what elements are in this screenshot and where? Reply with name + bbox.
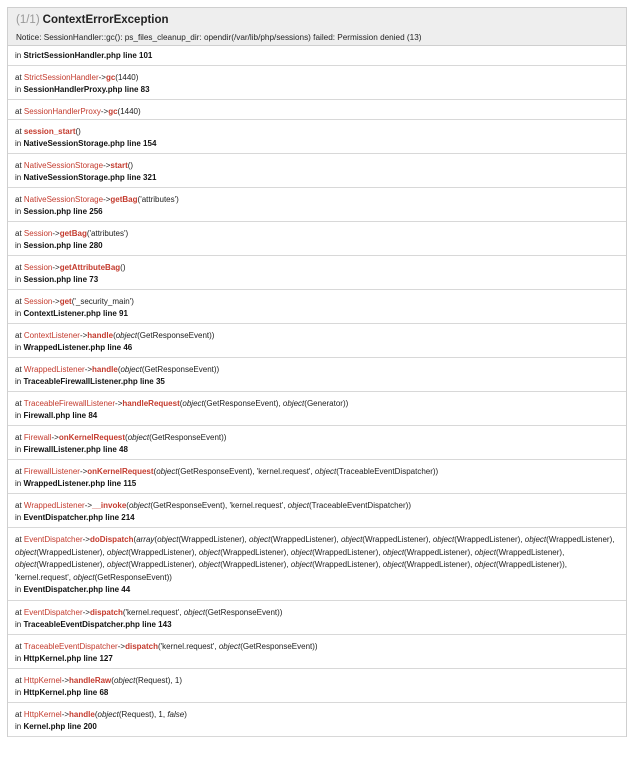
exception-panel xyxy=(7,7,627,737)
stack-frame xyxy=(8,120,626,154)
file-name[interactable]: WrappedListener.php line 115 xyxy=(23,479,137,488)
stack-frame xyxy=(8,358,626,392)
function-name[interactable]: get xyxy=(59,297,72,306)
frame-call xyxy=(15,398,619,410)
frame-location xyxy=(15,687,619,699)
frame-location xyxy=(15,172,619,184)
exception-header xyxy=(8,8,626,46)
file-name[interactable]: EventDispatcher.php line 44 xyxy=(23,585,131,595)
arrow-operator: -> xyxy=(52,297,60,306)
at-label: at xyxy=(15,535,24,544)
frame-location xyxy=(15,478,619,490)
class-name[interactable]: WrappedListener xyxy=(23,365,85,374)
stack-frame xyxy=(8,669,626,703)
function-name[interactable]: handle xyxy=(69,710,95,719)
function-args: (object(Request), 1, false) xyxy=(94,710,187,719)
in-label: in xyxy=(15,722,24,731)
stack-frame xyxy=(8,324,626,358)
in-label: in xyxy=(15,377,24,386)
stack-frame xyxy=(8,46,626,66)
in-label: in xyxy=(15,654,24,663)
in-label: in xyxy=(15,275,24,284)
at-label: at xyxy=(15,608,24,617)
function-name[interactable]: onKernelRequest xyxy=(58,433,126,442)
function-args: (1440) xyxy=(117,107,141,116)
file-name[interactable]: Firewall.php line 84 xyxy=(23,411,98,420)
at-label: at xyxy=(15,297,24,306)
frame-location xyxy=(15,240,619,252)
stack-frame xyxy=(8,635,626,669)
function-name[interactable]: __invoke xyxy=(92,501,127,510)
arrow-operator: -> xyxy=(61,676,70,685)
in-label: in xyxy=(15,241,24,250)
file-name[interactable]: TraceableEventDispatcher.php line 143 xyxy=(23,620,172,629)
function-name[interactable]: handleRaw xyxy=(69,676,112,685)
file-name[interactable]: WrappedListener.php line 46 xyxy=(23,343,133,352)
function-name[interactable]: getAttributeBag xyxy=(59,263,121,272)
frame-location xyxy=(15,410,619,422)
class-name[interactable]: WrappedListener xyxy=(23,501,85,510)
at-label: at xyxy=(15,399,24,408)
arrow-operator: -> xyxy=(82,535,90,544)
frame-location xyxy=(15,50,619,62)
frame-location xyxy=(15,619,619,631)
stack-frame xyxy=(8,460,626,494)
frame-location xyxy=(15,308,619,320)
stack-trace xyxy=(8,46,626,737)
in-label: in xyxy=(15,139,24,148)
at-label: at xyxy=(15,676,24,685)
function-args: ('kernel.request', object(GetResponseEvent)) xyxy=(122,608,283,617)
stack-frame xyxy=(8,426,626,460)
class-name[interactable]: NativeSessionStorage xyxy=(23,161,104,170)
function-args: ('_security_main') xyxy=(71,297,134,306)
function-args: (1440) xyxy=(115,73,139,82)
frame-call xyxy=(15,72,619,84)
arrow-operator: -> xyxy=(115,399,123,408)
class-name[interactable]: FirewallListener xyxy=(23,467,80,476)
file-name[interactable]: TraceableFirewallListener.php line 35 xyxy=(23,377,165,386)
at-label: at xyxy=(15,467,24,476)
arrow-operator: -> xyxy=(52,263,60,272)
at-label: at xyxy=(15,365,24,374)
arrow-operator: -> xyxy=(84,365,93,374)
function-name[interactable]: gc xyxy=(108,107,118,116)
arrow-operator: -> xyxy=(61,710,70,719)
frame-call xyxy=(15,262,619,274)
function-name[interactable]: gc xyxy=(105,73,116,82)
class-name[interactable]: EventDispatcher xyxy=(23,608,83,617)
arrow-operator: -> xyxy=(98,73,106,82)
arrow-operator: -> xyxy=(82,608,90,617)
frame-call xyxy=(15,364,619,376)
frame-call xyxy=(15,228,619,240)
frame-call xyxy=(15,160,619,172)
stack-frame xyxy=(8,392,626,426)
function-name[interactable]: getBag xyxy=(59,229,87,238)
frame-call xyxy=(15,675,619,687)
frame-call xyxy=(15,466,619,478)
in-label: in xyxy=(15,309,24,318)
arrow-operator: -> xyxy=(103,161,111,170)
at-label: at xyxy=(15,107,24,116)
frame-location xyxy=(15,206,619,218)
file-name[interactable]: Session.php line 256 xyxy=(23,207,103,216)
function-args: (object(GetResponseEvent)) xyxy=(125,433,227,442)
function-args: ('kernel.request', object(GetResponseEvent)) xyxy=(157,642,318,651)
function-name[interactable]: start xyxy=(110,161,128,170)
file-name[interactable]: Session.php line 73 xyxy=(23,275,99,284)
frame-call xyxy=(15,641,619,653)
file-name[interactable]: FirewallListener.php line 48 xyxy=(23,445,128,454)
function-name[interactable]: getBag xyxy=(110,195,138,204)
at-label: at xyxy=(15,195,24,204)
file-name[interactable]: ContextListener.php line 91 xyxy=(23,309,128,318)
at-label: at xyxy=(15,161,24,170)
function-args: (object(GetResponseEvent), object(Generator)) xyxy=(179,399,349,408)
at-label: at xyxy=(15,229,24,238)
function-name[interactable]: handle xyxy=(87,331,114,340)
frame-location xyxy=(15,342,619,354)
class-name[interactable]: TraceableEventDispatcher xyxy=(23,642,118,651)
in-label: in xyxy=(15,51,24,60)
stack-frame xyxy=(8,222,626,256)
file-name[interactable]: HttpKernel.php line 68 xyxy=(23,688,109,697)
frame-call xyxy=(15,607,619,619)
class-name[interactable]: HttpKernel xyxy=(23,676,62,685)
class-name[interactable]: Firewall xyxy=(23,433,52,442)
function-name[interactable]: session_start xyxy=(23,127,76,136)
at-label: at xyxy=(15,331,24,340)
in-label: in xyxy=(15,343,24,352)
function-args: (array(object(WrappedListener), object(WrappedListener), object(WrappedListener), object(WrappedListener), object(WrappedListener), object(WrappedListener), object(WrappedListener), object(WrappedListener), object(WrappedListener), object(WrappedListener), object(WrappedListener), object(WrappedListener), object(WrappedListener), object(WrappedListener), object(WrappedListener), object(WrappedListener), object(WrappedListener)), 'kernel.request', object(GetResponseEvent)) xyxy=(15,535,615,582)
frame-location xyxy=(15,138,619,150)
stack-frame xyxy=(8,494,626,528)
stack-frame xyxy=(8,66,626,100)
file-name[interactable]: Session.php line 280 xyxy=(23,241,103,250)
in-label: in xyxy=(15,620,24,629)
frame-location xyxy=(15,653,619,665)
function-args: (object(GetResponseEvent)) xyxy=(113,331,215,340)
in-label: in xyxy=(15,207,24,216)
stack-frame xyxy=(8,601,626,635)
function-name[interactable]: onKernelRequest xyxy=(87,467,154,476)
function-args: () xyxy=(127,161,134,170)
function-args: () xyxy=(120,263,126,272)
class-name[interactable]: Session xyxy=(23,263,53,272)
file-name[interactable]: HttpKernel.php line 127 xyxy=(23,654,113,663)
frame-call xyxy=(15,534,619,584)
arrow-operator: -> xyxy=(79,331,88,340)
file-name[interactable]: NativeSessionStorage.php line 154 xyxy=(23,139,157,148)
frame-call xyxy=(15,296,619,308)
frame-call xyxy=(15,106,619,118)
stack-frame xyxy=(8,256,626,290)
arrow-operator: -> xyxy=(79,467,88,476)
class-name[interactable]: SessionHandlerProxy xyxy=(23,107,101,116)
at-label: at xyxy=(15,433,24,442)
frame-call xyxy=(15,500,619,512)
in-label: in xyxy=(15,445,24,454)
function-args: (object(GetResponseEvent)) xyxy=(117,365,220,374)
stack-frame xyxy=(8,703,626,737)
frame-location xyxy=(15,376,619,388)
function-name[interactable]: dispatch xyxy=(125,642,158,651)
file-name[interactable]: StrictSessionHandler.php line 101 xyxy=(23,51,153,60)
stack-frame xyxy=(8,100,626,120)
function-args: (object(GetResponseEvent), 'kernel.request', object(TraceableEventDispatcher)) xyxy=(126,501,411,510)
arrow-operator: -> xyxy=(100,107,109,116)
in-label: in xyxy=(15,513,24,522)
exception-title xyxy=(16,13,618,27)
arrow-operator: -> xyxy=(84,501,93,510)
frame-location xyxy=(15,584,619,596)
at-label: at xyxy=(15,127,24,136)
in-label: in xyxy=(15,411,24,420)
file-name[interactable]: Kernel.php line 200 xyxy=(23,722,97,731)
at-label: at xyxy=(15,73,24,82)
function-args: (object(Request), 1) xyxy=(111,676,182,685)
at-label: at xyxy=(15,501,24,510)
arrow-operator: -> xyxy=(117,642,126,651)
arrow-operator: -> xyxy=(51,433,59,442)
at-label: at xyxy=(15,263,24,272)
frame-call xyxy=(15,194,619,206)
class-name[interactable]: HttpKernel xyxy=(23,710,62,719)
class-name[interactable]: StrictSessionHandler xyxy=(23,73,99,82)
exception-count: (1/1) xyxy=(16,14,40,26)
function-name[interactable]: handle xyxy=(92,365,118,374)
class-name[interactable]: TraceableFirewallListener xyxy=(23,399,116,408)
function-args: ('attributes') xyxy=(137,195,179,204)
frame-location xyxy=(15,274,619,286)
in-label: in xyxy=(15,85,24,94)
class-name[interactable]: Session xyxy=(23,229,53,238)
frame-location xyxy=(15,512,619,524)
function-name[interactable]: handleRequest xyxy=(122,399,180,408)
in-label: in xyxy=(15,585,24,595)
frame-call xyxy=(15,126,619,138)
frame-call xyxy=(15,432,619,444)
function-name[interactable]: dispatch xyxy=(89,608,123,617)
frame-location xyxy=(15,721,619,733)
in-label: in xyxy=(15,688,24,697)
frame-call xyxy=(15,330,619,342)
class-name[interactable]: Session xyxy=(23,297,53,306)
function-args: (object(GetResponseEvent), 'kernel.request', object(TraceableEventDispatcher)) xyxy=(153,467,439,476)
frame-call xyxy=(15,709,619,721)
stack-frame xyxy=(8,188,626,222)
arrow-operator: -> xyxy=(103,195,111,204)
exception-class: ContextErrorException xyxy=(42,14,169,26)
at-label: at xyxy=(15,642,24,651)
stack-frame xyxy=(8,290,626,324)
file-name[interactable]: EventDispatcher.php line 214 xyxy=(23,513,135,522)
file-name[interactable]: NativeSessionStorage.php line 321 xyxy=(23,173,157,182)
class-name[interactable]: EventDispatcher xyxy=(23,535,83,544)
file-name[interactable]: SessionHandlerProxy.php line 83 xyxy=(23,85,150,94)
stack-frame xyxy=(8,154,626,188)
class-name[interactable]: NativeSessionStorage xyxy=(23,195,104,204)
class-name[interactable]: ContextListener xyxy=(23,331,80,340)
frame-location xyxy=(15,444,619,456)
function-args: ('attributes') xyxy=(86,229,129,238)
stack-frame xyxy=(8,528,626,601)
at-label: at xyxy=(15,710,24,719)
exception-message: Notice: SessionHandler::gc(): ps_files_cleanup_dir: opendir(/var/lib/php/sessions) failed: Permission denied (13) xyxy=(16,33,422,42)
function-name[interactable]: doDispatch xyxy=(89,535,134,544)
frame-location xyxy=(15,84,619,96)
in-label: in xyxy=(15,479,24,488)
function-args: () xyxy=(75,127,81,136)
in-label: in xyxy=(15,173,24,182)
arrow-operator: -> xyxy=(52,229,60,238)
